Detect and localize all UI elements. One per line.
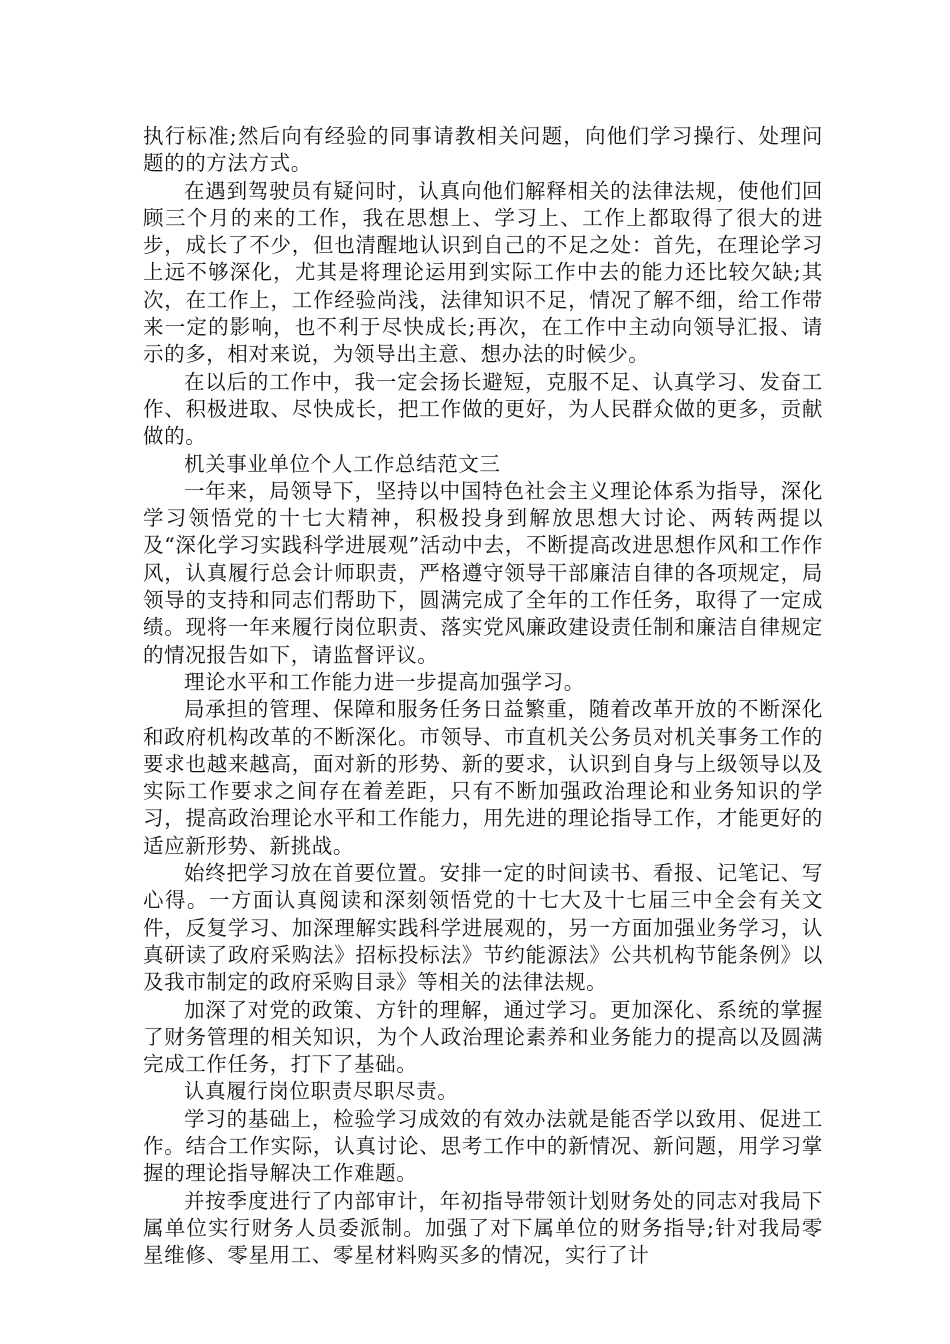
paragraph: 始终把学习放在首要位置。安排一定的时间读书、看报、记笔记、写心得。一方面认真阅读和深刻领悟党的十七大及十七届三中全会有关文件，反复学习、加深理解实践科学进展观的，另一方面加强业务学习，认真研读了政府采购法》招标投标法》节约能源法》公共机构节能条例》以及我市制定的政府采购目录》等相关的法律法规。 — [143, 861, 823, 995]
paragraph: 学习的基础上，检验学习成效的有效办法就是能否学以致用、促进工作。结合工作实际，认真讨论、思考工作中的新情况、新问题，用学习掌握的理论指导解决工作难题。 — [143, 1106, 823, 1186]
document-body — [143, 123, 823, 1269]
paragraph-continuation: 执行标准;然后向有经验的同事请教相关问题，向他们学习操行、处理问题的的方法方式。 — [143, 124, 823, 176]
paragraph: 并按季度进行了内部审计，年初指导带领计划财务处的同志对我局下属单位实行财务人员委派制。加强了对下属单位的财务指导;针对我局零星维修、零星用工、零星材料购买多的情况，实行了计 — [143, 1188, 823, 1268]
paragraph: 在以后的工作中，我一定会扬长避短，克服不足、认真学习、发奋工作、积极进取、尽快成长，把工作做的更好，为人民群众做的更多，贡献做的。 — [143, 369, 823, 449]
paragraph: 局承担的管理、保障和服务任务日益繁重，随着改革开放的不断深化和政府机构改革的不断深化。市领导、市直机关公务员对机关事务工作的要求也越来越高，面对新的形势、新的要求，认识到自身与上级领导以及实际工作要求之间存在着差距，只有不断加强政治理论和业务知识的学习，提高政治理论水平和工作能力，用先进的理论指导工作，才能更好的适应新形势、新挑战。 — [143, 697, 823, 858]
paragraph: 在遇到驾驶员有疑问时，认真向他们解释相关的法律法规，使他们回顾三个月的来的工作，我在思想上、学习上、工作上都取得了很大的进步，成长了不少，但也清醒地认识到自己的不足之处：首先，在理论学习上远不够深化，尤其是将理论运用到实际工作中去的能力还比较欠缺;其次，在工作上，工作经验尚浅，法律知识不足，情况了解不细，给工作带来一定的影响，也不利于尽快成长;再次，在工作中主动向领导汇报、请示的多，相对来说，为领导出主意、想办法的时候少。 — [143, 178, 823, 367]
paragraph: 加深了对党的政策、方针的理解，通过学习。更加深化、系统的掌握了财务管理的相关知识，为个人政治理论素养和业务能力的提高以及圆满完成工作任务，打下了基础。 — [143, 997, 823, 1077]
paragraph: 一年来，局领导下，坚持以中国特色社会主义理论体系为指导，深化学习领悟党的十七大精神，积极投身到解放思想大讨论、两转两提以及“深化学习实践科学进展观”活动中去，不断提高改进思想作风和工作作风，认真履行总会计师职责，严格遵守领导干部廉洁自律的各项规定，局领导的支持和同志们帮助下，圆满完成了全年的工作任务，取得了一定成绩。现将一年来履行岗位职责、落实党风廉政建设责任制和廉洁自律规定的情况报告如下，请监督评议。 — [143, 478, 823, 667]
section-heading: 机关事业单位个人工作总结范文三 — [184, 451, 501, 476]
subheading: 认真履行岗位职责尽职尽责。 — [184, 1079, 459, 1104]
subheading: 理论水平和工作能力进一步提高加强学习。 — [184, 669, 585, 694]
